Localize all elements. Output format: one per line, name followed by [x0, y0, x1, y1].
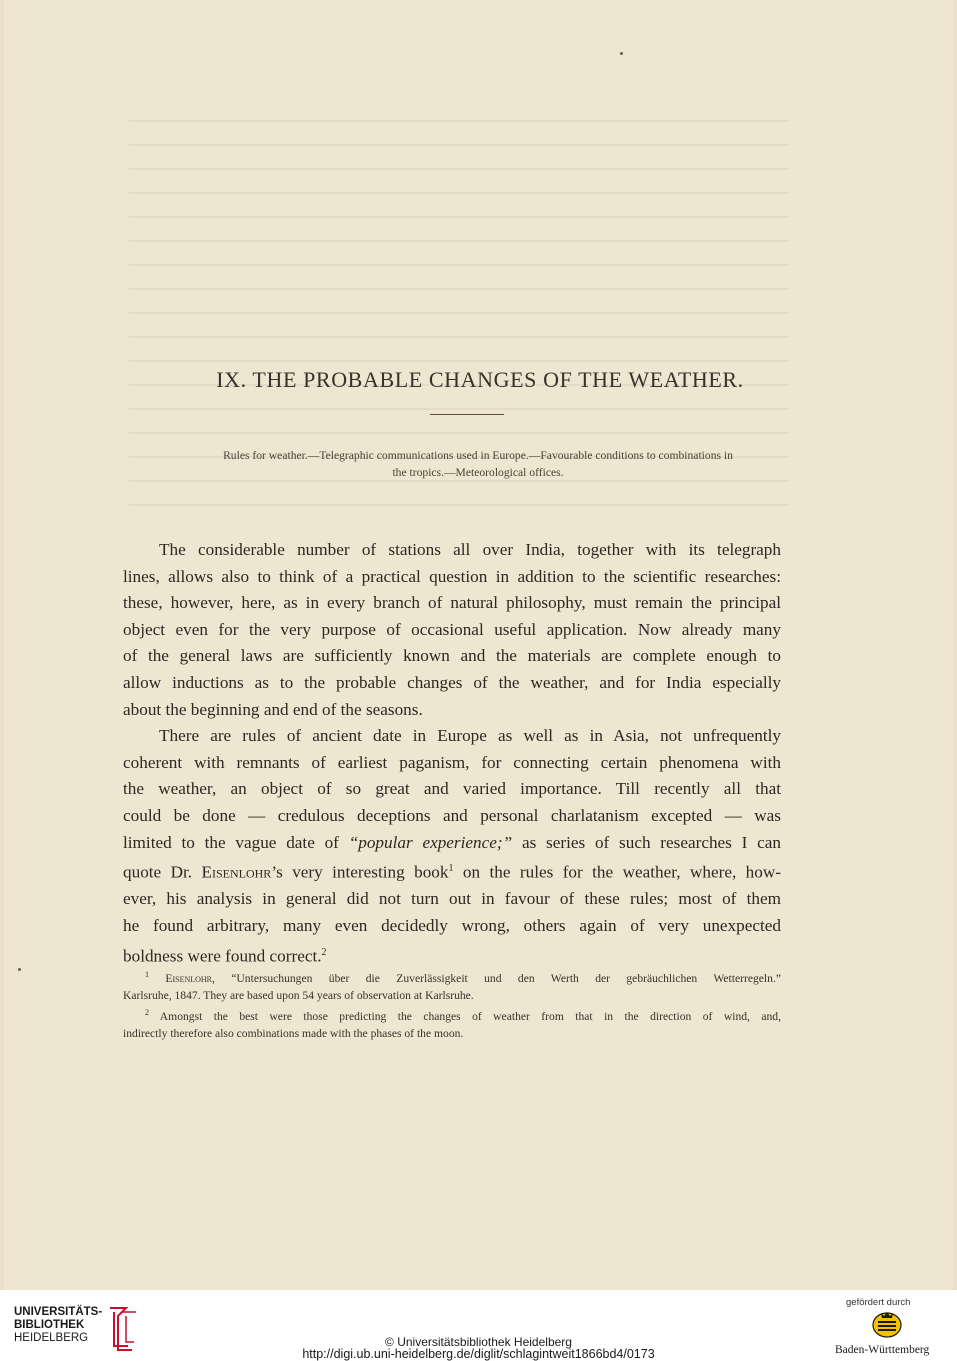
text-line: ever, his analysis in general did not turn out in favour of these rules; most of them	[123, 889, 781, 909]
text-line: object even for the very purpose of occasional useful application. Now already many	[123, 619, 781, 639]
text-segment: on the rules for the weather, where, how-	[453, 862, 781, 882]
text-line: the weather, an object of so great and varied importance. Till recently all that	[123, 779, 781, 799]
text-line: of the general laws are sufficiently known and the materials are complete enough to	[123, 646, 781, 666]
speck	[620, 52, 623, 55]
footnote-text: , “Untersuchungen über die Zuverlässigkeit und den Werth der gebräuchlichen Wetterregeln.”	[212, 971, 781, 985]
bleed-through	[129, 120, 789, 600]
text-line: about the beginning and end of the seasons.	[123, 699, 423, 719]
permalink[interactable]: http://digi.ub.uni-heidelberg.de/diglit/schlagintweit1866bd4/0173	[302, 1347, 655, 1361]
footnote-author: Eisenlohr	[165, 971, 213, 985]
text-line: coherent with remnants of earliest paganism, for connecting certain phenomena with	[123, 752, 781, 772]
text-segment: ’s very interesting book	[271, 862, 449, 882]
funder-name: Baden-Württemberg	[835, 1344, 930, 1356]
text-line: he found arbitrary, many even decidedly wrong, others again of very unexpected	[123, 916, 781, 936]
text-line	[123, 856, 781, 886]
text-line: lines, allows also to think of a practical question in addition to the scientific researches:	[123, 566, 781, 586]
footnote-mark: 1	[145, 970, 149, 979]
library-line: UNIVERSITÄTS-	[14, 1306, 103, 1318]
text-segment: quote Dr.	[123, 862, 202, 882]
library-line: BIBLIOTHEK	[14, 1319, 85, 1331]
footnote-1	[123, 966, 781, 987]
text-segment: boldness were found correct.	[123, 946, 322, 966]
quoted-phrase: “popular experience;”	[348, 832, 513, 852]
footnote-2	[123, 1004, 781, 1025]
footnote-mark: 2	[145, 1007, 149, 1017]
state-crest-icon	[871, 1308, 903, 1340]
text-segment: as series of such researches I can	[512, 832, 781, 852]
body-text	[123, 537, 781, 970]
chapter-summary	[140, 447, 816, 481]
copyright-notice: © Universitätsbibliothek Heidelberg	[385, 1335, 572, 1349]
summary-line: Rules for weather.—Telegraphic communications used in Europe.—Favourable conditions to combinations in	[223, 449, 733, 462]
footnote-ref[interactable]: 2	[321, 946, 327, 958]
library-line: HEIDELBERG	[14, 1332, 89, 1344]
summary-line: the tropics.—Meteorological offices.	[392, 466, 564, 479]
footnote-2-line2: indirectly therefore also combinations made with the phases of the moon.	[123, 1026, 464, 1040]
speck	[18, 968, 21, 971]
text-line: There are rules of ancient date in Europe as well as in Asia, not unfrequently	[159, 726, 781, 746]
text-line: allow inductions as to the probable changes of the weather, and for India especially	[123, 672, 781, 692]
text-segment: limited to the vague date of	[123, 832, 349, 852]
footnote-text: Amongst the best were those predicting the changes of weather from that in the direction of wind, and,	[159, 1009, 781, 1023]
text-line: these, however, here, as in every branch of natural philosophy, must remain the principal	[123, 593, 781, 613]
text-line: could be done — credulous deceptions and personal charlatanism excepted — was	[123, 805, 781, 825]
chapter-title: IX. THE PROBABLE CHANGES OF THE WEATHER.	[216, 367, 744, 392]
footnote-1-line2: Karlsruhe, 1847. They are based upon 54 years of observation at Karlsruhe.	[123, 988, 474, 1002]
funded-by-label: gefördert durch	[846, 1297, 911, 1308]
author-name: Eisenlohr	[201, 862, 272, 882]
text-line	[123, 830, 781, 857]
footnote-ref[interactable]: 1	[448, 863, 454, 875]
title-divider	[430, 414, 504, 415]
footnotes	[123, 966, 781, 1042]
text-line: The considerable number of stations all over India, together with its telegraph	[159, 540, 781, 559]
